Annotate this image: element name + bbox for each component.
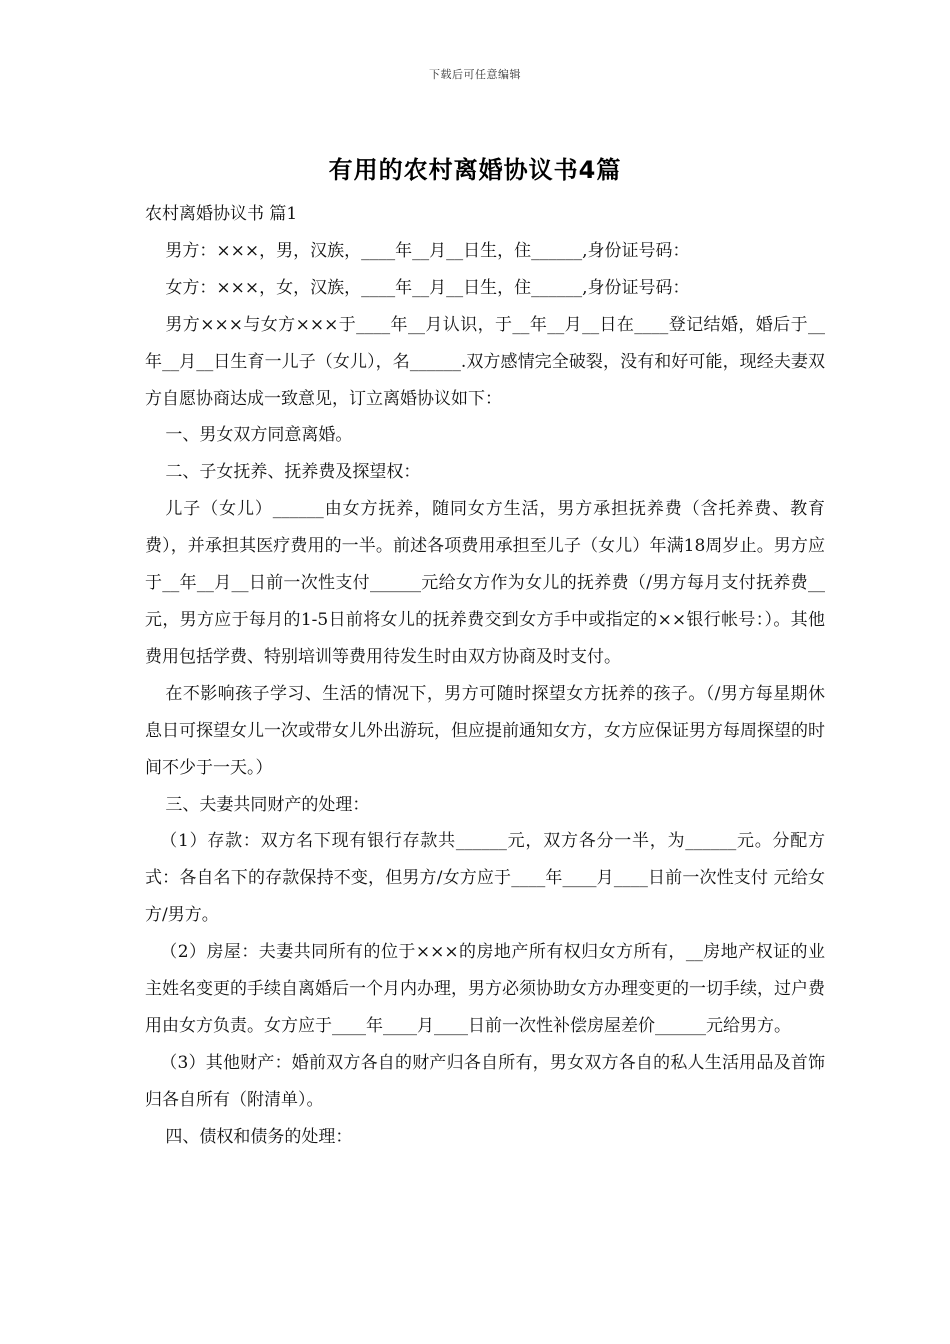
clause-2-heading: 二、子女抚养、抚养费及探望权：	[165, 462, 421, 483]
clause-1-divorce: 一、男女双方同意离婚。	[165, 425, 353, 446]
clause-4-heading: 四、债权和债务的处理：	[165, 1126, 353, 1147]
paragraph-husband-info: 男方：×××，男，汉族，____年__月__日生，住______,身份证号码：	[165, 240, 690, 261]
section-subtitle: 农村离婚协议书 篇1	[145, 204, 298, 224]
header-note: 下载后可任意编辑	[429, 68, 521, 81]
document-body	[145, 196, 825, 1156]
paragraph-other-property: （3）其他财产：婚前双方各自的财产归各自所有，男女双方各自的私人生活用品及首饰归各自所有（附清单）。	[145, 1052, 825, 1110]
paragraph-deposits: （1）存款：双方名下现有银行存款共______元，双方各分一半，为______元。分配方式：各自名下的存款保持不变，但男方/女方应于____年____月____日前一次性支付 元给女方/男方。	[145, 831, 825, 926]
paragraph-child-support: 儿子（女儿）______由女方抚养，随同女方生活，男方承担抚养费（含托养费、教育费），并承担其医疗费用的一半。前述各项费用承担至儿子（女儿）年满18周岁止。男方应于__年__月__日前一次性支付______元给女方作为女儿的抚养费（/男方每月支付抚养费__元，男方应于每月的1-5日前将女儿的抚养费交到女方手中或指定的××银行帐号：）。其他费用包括学费、特别培训等费用待发生时由双方协商及时支付。	[145, 499, 825, 667]
paragraph-visitation: 在不影响孩子学习、生活的情况下，男方可随时探望女方抚养的孩子。（/男方每星期休息日可探望女儿一次或带女儿外出游玩，但应提前通知女方，女方应保证男方每周探望的时间不少于一天。）	[145, 683, 825, 778]
paragraph-house: （2）房屋：夫妻共同所有的位于×××的房地产所有权归女方所有，__房地产权证的业主姓名变更的手续自离婚后一个月内办理，男方必须协助女方办理变更的一切手续，过户费用由女方负责。女方应于____年____月____日前一次性补偿房屋差价______元给男方。	[145, 942, 825, 1036]
paragraph-wife-info: 女方：×××，女，汉族，____年__月__日生，住______,身份证号码：	[165, 277, 690, 298]
document-title: 有用的农村离婚协议书4篇	[328, 156, 622, 184]
paragraph-preamble: 男方×××与女方×××于____年__月认识，于__年__月__日在____登记结婚，婚后于__年__月__日生育一儿子（女儿），名______.双方感情完全破裂，没有和好可能，现经夫妻双方自愿协商达成一致意见，订立离婚协议如下：	[145, 314, 825, 409]
clause-3-heading: 三、夫妻共同财产的处理：	[165, 794, 370, 815]
